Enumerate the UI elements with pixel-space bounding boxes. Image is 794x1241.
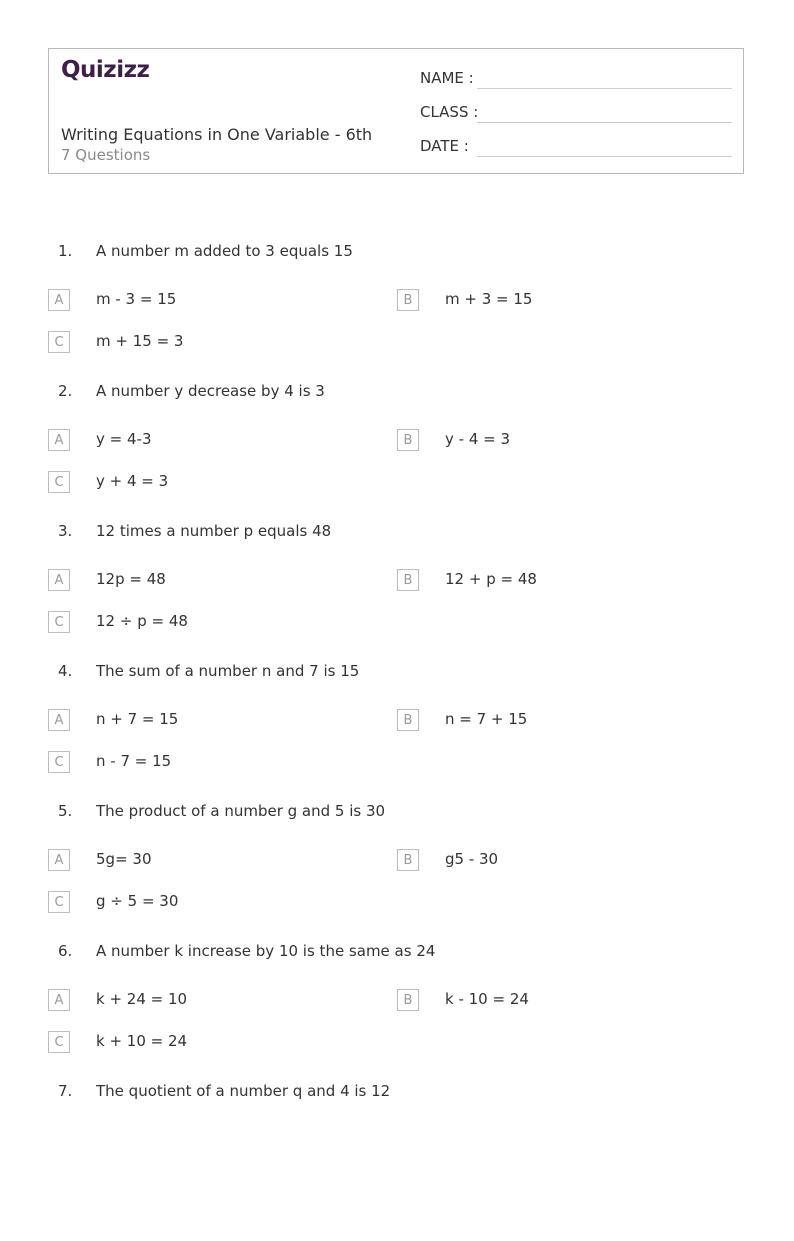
option-letter-box[interactable]: B bbox=[397, 709, 419, 731]
date-label: DATE : bbox=[420, 137, 469, 155]
option-text: 5g= 30 bbox=[96, 850, 152, 868]
question-text: The sum of a number n and 7 is 15 bbox=[96, 662, 360, 680]
class-field bbox=[420, 103, 478, 121]
option-text: g5 - 30 bbox=[445, 850, 499, 868]
option-text: k + 10 = 24 bbox=[96, 1032, 188, 1050]
name-label: NAME : bbox=[420, 69, 474, 87]
question-item bbox=[0, 1081, 794, 1241]
option-text: 12 ÷ p = 48 bbox=[96, 612, 188, 630]
question-number: 4. bbox=[58, 662, 73, 680]
question-item bbox=[0, 941, 794, 1101]
quizizz-logo: Quizizz bbox=[61, 57, 150, 83]
option-letter-box[interactable]: B bbox=[397, 989, 419, 1011]
option-letter-box[interactable]: B bbox=[397, 429, 419, 451]
option-letter-box[interactable]: B bbox=[397, 569, 419, 591]
option-text: 12p = 48 bbox=[96, 570, 166, 588]
question-number: 6. bbox=[58, 942, 73, 960]
option-text: y = 4-3 bbox=[96, 430, 152, 448]
question-item bbox=[0, 661, 794, 821]
question-number: 3. bbox=[58, 522, 73, 540]
name-field bbox=[420, 69, 474, 87]
question-count: 7 Questions bbox=[61, 146, 151, 164]
option-letter-box[interactable]: C bbox=[48, 331, 70, 353]
name-line bbox=[477, 88, 732, 89]
question-text: A number m added to 3 equals 15 bbox=[96, 242, 353, 260]
option-text: 12 + p = 48 bbox=[445, 570, 537, 588]
question-number: 2. bbox=[58, 382, 73, 400]
option-text: n - 7 = 15 bbox=[96, 752, 172, 770]
option-text: m - 3 = 15 bbox=[96, 290, 177, 308]
option-letter-box[interactable]: A bbox=[48, 569, 70, 591]
option-text: y + 4 = 3 bbox=[96, 472, 169, 490]
question-text: The quotient of a number q and 4 is 12 bbox=[96, 1082, 391, 1100]
option-letter-box[interactable]: C bbox=[48, 891, 70, 913]
option-letter-box[interactable]: C bbox=[48, 1031, 70, 1053]
class-line bbox=[477, 122, 732, 123]
option-letter-box[interactable]: B bbox=[397, 289, 419, 311]
option-letter-box[interactable]: A bbox=[48, 289, 70, 311]
option-text: k - 10 = 24 bbox=[445, 990, 529, 1008]
question-text: The product of a number g and 5 is 30 bbox=[96, 802, 386, 820]
option-text: n = 7 + 15 bbox=[445, 710, 528, 728]
worksheet-title: Writing Equations in One Variable - 6th bbox=[61, 125, 373, 144]
option-letter-box[interactable]: B bbox=[397, 849, 419, 871]
option-letter-box[interactable]: C bbox=[48, 611, 70, 633]
question-item bbox=[0, 381, 794, 541]
question-text: 12 times a number p equals 48 bbox=[96, 522, 332, 540]
question-item bbox=[0, 241, 794, 401]
option-letter-box[interactable]: A bbox=[48, 849, 70, 871]
question-item bbox=[0, 521, 794, 681]
date-line bbox=[477, 156, 732, 157]
worksheet-header bbox=[48, 48, 744, 174]
option-text: y - 4 = 3 bbox=[445, 430, 511, 448]
option-text: g ÷ 5 = 30 bbox=[96, 892, 179, 910]
option-text: m + 3 = 15 bbox=[445, 290, 533, 308]
question-number: 5. bbox=[58, 802, 73, 820]
question-text: A number y decrease by 4 is 3 bbox=[96, 382, 325, 400]
class-label: CLASS : bbox=[420, 103, 479, 121]
option-text: m + 15 = 3 bbox=[96, 332, 184, 350]
question-text: A number k increase by 10 is the same as 24 bbox=[96, 942, 436, 960]
question-number: 1. bbox=[58, 242, 73, 260]
option-letter-box[interactable]: A bbox=[48, 989, 70, 1011]
option-letter-box[interactable]: A bbox=[48, 709, 70, 731]
question-item bbox=[0, 801, 794, 961]
option-letter-box[interactable]: A bbox=[48, 429, 70, 451]
question-number: 7. bbox=[58, 1082, 73, 1100]
option-text: k + 24 = 10 bbox=[96, 990, 188, 1008]
option-letter-box[interactable]: C bbox=[48, 751, 70, 773]
option-letter-box[interactable]: C bbox=[48, 471, 70, 493]
option-text: n + 7 = 15 bbox=[96, 710, 179, 728]
date-field bbox=[420, 137, 469, 155]
